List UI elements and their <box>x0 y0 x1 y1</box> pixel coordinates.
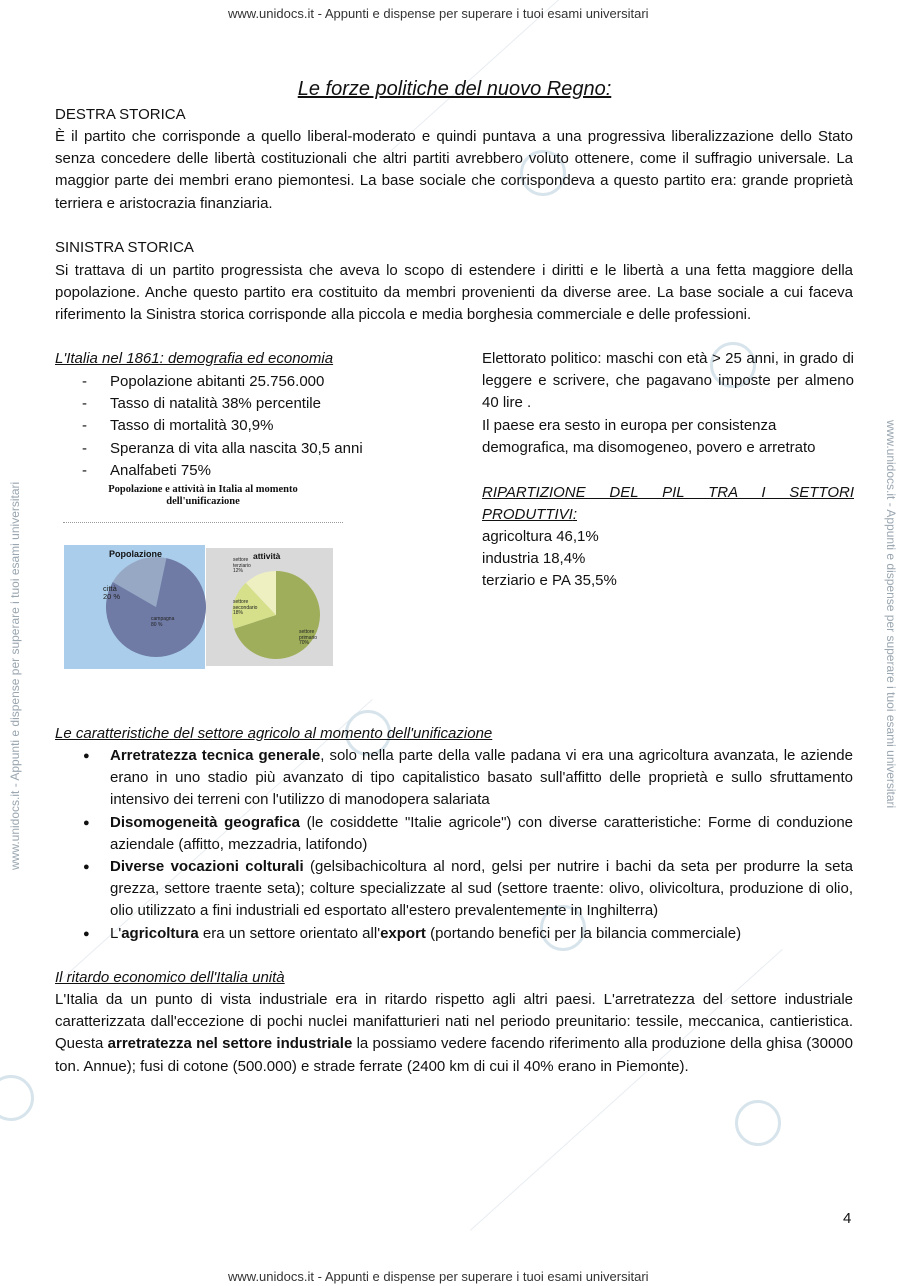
list-item <box>55 812 853 856</box>
ritardo-bold: arretratezza nel settore industriale <box>107 1035 353 1053</box>
pie-slice-label: campagna 80 % <box>151 616 175 628</box>
item-bold: agricoltura <box>121 924 199 942</box>
side-banner-left: www.unidocs.it - Appunti e dispense per superare i tuoi esami universitari <box>8 481 22 870</box>
list-item: - Popolazione abitanti 25.756.000 <box>55 371 455 393</box>
header-banner[interactable]: www.unidocs.it - Appunti e dispense per superare i tuoi esami universitari <box>228 6 649 21</box>
ritardo-text: la possiamo vedere facendo riferimento alla produzione della ghisa (30000 ton. Annue); fusi di cotone (500.000) e strade ferrate (2400 km di cui il 40% erano in Piemonte). <box>55 1035 853 1075</box>
destra-heading: DESTRA STORICA <box>55 106 186 123</box>
page-title: Le forze politiche del nuovo Regno: <box>297 78 612 100</box>
ritardo-text: L'Italia da un punto di vista industriale era in ritardo rispetto agli altri paesi. L'arretratezza del settore industriale caratterizzata dall'eccezione di pochi nuclei manifatturieri nati nel periodo preunitario: tessile, meccanica, cantieristica. Questa <box>55 991 853 1053</box>
side-banner-right: www.unidocs.it - Appunti e dispense per superare i tuoi esami universitari <box>884 420 898 809</box>
pie-slice-label: settore secondario 18% <box>233 599 258 616</box>
sinistra-heading: SINISTRA STORICA <box>55 239 194 256</box>
pie-slice-label: settore primario 70% <box>299 629 318 646</box>
elettorato-text: Elettorato politico: maschi con età > 25 anni, in grado di leggere e scrivere, che pagavano imposte per almeno 40 lire . <box>482 350 854 412</box>
item-bold: Disomogeneità geografica <box>110 813 301 831</box>
list-item <box>55 745 853 812</box>
sinistra-paragraph: Si trattava di un partito progressista che aveva lo scopo di estendere i diritti e le libertà a una fetta maggiore della popolazione. Anche questo partito era costituito da membri provenienti da diverse aree. La base sociale a cui faceva riferimento la Sinistra storica corrisponde alla piccola e media borghesia commerciale e delle professioni. <box>55 262 853 324</box>
list-item: - Analfabeti 75% <box>55 460 455 482</box>
item-text: (gelsibachicoltura al nord, gelsi per nutrire i bachi da seta per produrre la seta grezza, settore traente seta); colture specializzate al sud (settore traente: olivo, olivicoltura, produzione di olio, olio utilizzato a fini industriali ed esportato all'estero prevalentemente in Inghilterra) <box>110 858 853 920</box>
item-text: (le cosiddette "Italie agricole") con diverse caratteristiche: Forme di conduzione aziendale (affitto, mezzadria, latifondo) <box>110 813 854 853</box>
ritardo-heading: Il ritardo economico dell'Italia unità <box>55 969 285 986</box>
watermark-logo-icon <box>0 1075 34 1121</box>
paese-text: Il paese era sesto in europa per consistenza demografica, ma disomogeneo, povero e arretrato <box>482 417 816 457</box>
list-item <box>55 923 853 945</box>
chart-title: Popolazione e attività in Italia al momento dell'unificazione <box>108 484 298 507</box>
ritardo-paragraph <box>55 989 853 1078</box>
pil-heading-line <box>482 482 854 526</box>
demografia-list <box>55 371 455 482</box>
footer-banner[interactable]: www.unidocs.it - Appunti e dispense per superare i tuoi esami universitari <box>228 1269 649 1284</box>
watermark-logo-icon <box>735 1100 781 1146</box>
item-bold: Arretratezza tecnica generale <box>110 747 321 764</box>
pie-slice-label: città 20 % <box>103 584 121 602</box>
page-number: 4 <box>843 1210 852 1227</box>
item-text: L' <box>110 924 122 942</box>
pie-left-title: Popolazione <box>109 549 163 559</box>
destra-paragraph: È il partito che corrisponde a quello liberal-moderato e quindi puntava a una progressiva liberalizzazione dello Stato senza concedere delle libertà costituzionali che altri partiti avrebbero voluto ottenere, come il suffragio universale. La maggior parte dei membri erano piemontesi. La base sociale che corrispondeva a questo partito era: grande proprietà terriera e aristocrazia finanziaria. <box>55 128 853 212</box>
agricolo-list <box>55 745 853 945</box>
item-bold: Diverse vocazioni colturali <box>110 858 304 876</box>
list-item: - Tasso di mortalità 30,9% <box>55 415 455 437</box>
item-text: , solo nella parte della valle padana vi era una agricoltura avanzata, le aziende erano in uno stadio più avanzato di tipo capitalistico basato sull'affitto delle proprietà e sullo sfruttamento intensivo dei terreni con l'utilizzo di manodopera salariata <box>110 747 853 809</box>
pie-charts-figure <box>63 482 345 672</box>
list-item: terziario e PA 35,5% <box>482 572 617 590</box>
agricolo-heading: Le caratteristiche del settore agricolo al momento dell'unificazione <box>55 725 493 742</box>
item-text: (portando benefici per la bilancia commerciale) <box>425 924 742 942</box>
pie-right-title: attività <box>253 551 281 561</box>
pil-heading <box>482 482 854 526</box>
item-text: era un settore orientato all' <box>198 924 381 942</box>
pil-list <box>482 526 617 593</box>
list-item: - Tasso di natalità 38% percentile <box>55 393 455 415</box>
list-item: industria 18,4% <box>482 550 586 568</box>
list-item <box>55 856 853 923</box>
pil-heading-colon: : <box>572 506 578 524</box>
list-item: agricoltura 46,1% <box>482 528 599 545</box>
item-bold: export <box>380 924 426 942</box>
pie-slice-label: settore terziario 12% <box>233 557 251 574</box>
list-item: - Speranza di vita alla nascita 30,5 anni <box>55 438 455 460</box>
demografia-heading: L'Italia nel 1861: demografia ed economia <box>55 350 334 367</box>
pil-heading-text: RIPARTIZIONE DEL PIL TRA I SETTORI PRODUTTIVI <box>482 484 854 524</box>
